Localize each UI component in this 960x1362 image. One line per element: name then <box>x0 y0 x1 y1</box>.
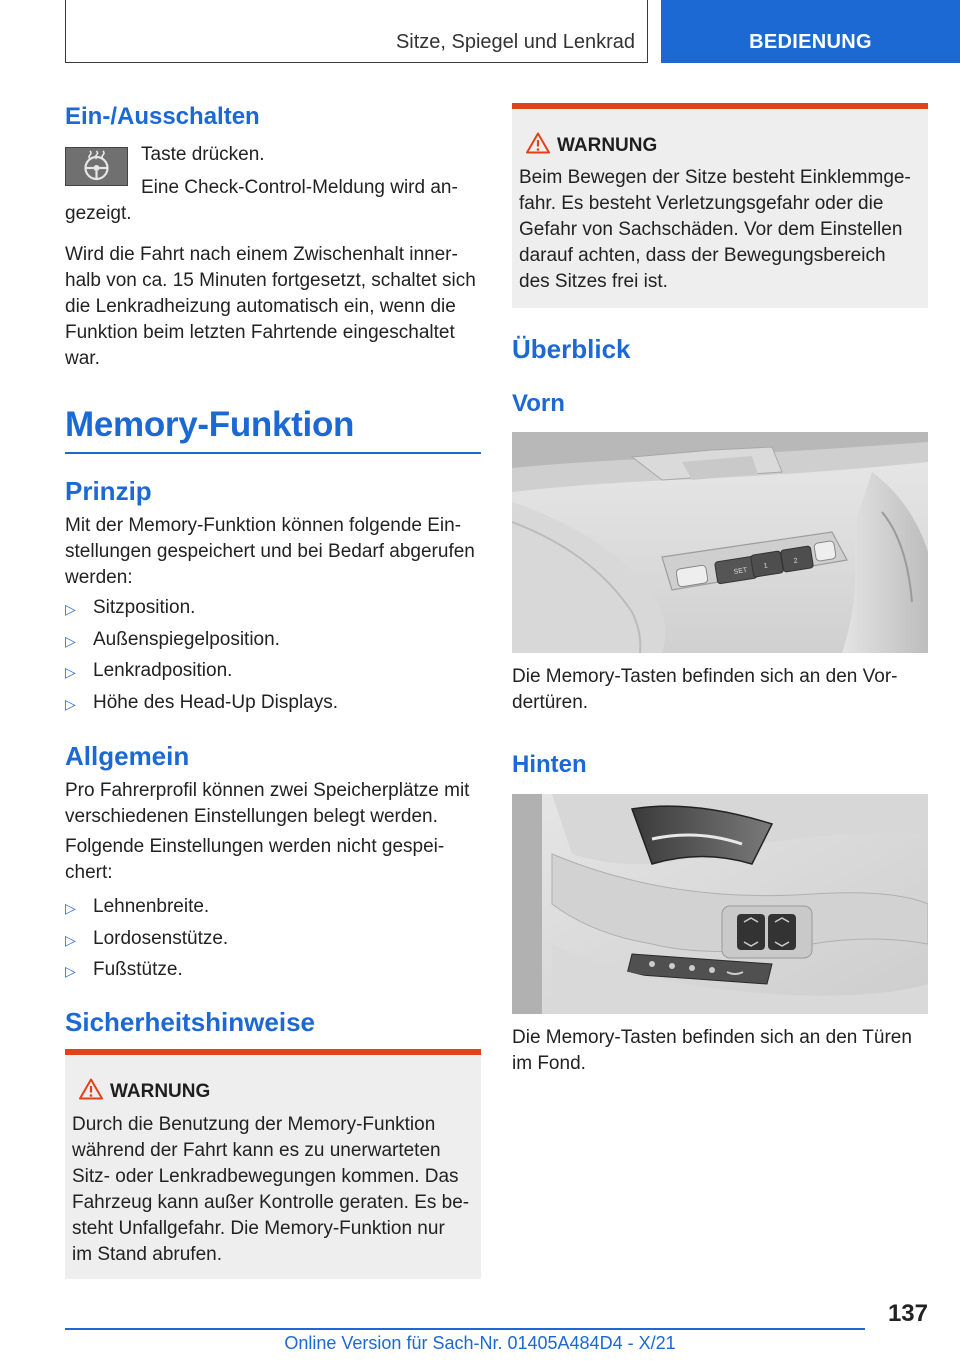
heading-rule <box>65 452 481 454</box>
section-tab[interactable] <box>661 0 960 63</box>
list-item: ▷ Fußstütze. <box>65 954 481 986</box>
footer-online-version: Online Version für Sach-Nr. 01405A484D4 - X/21 <box>284 1333 676 1353</box>
heading-sicherheitshinweise: Sicherheitshinweise <box>65 1007 315 1037</box>
bullet-triangle-icon: ▷ <box>65 632 76 649</box>
front-door-memory-buttons-image <box>512 432 928 653</box>
heading-vorn: Vorn <box>512 390 565 417</box>
memory-1-button-label: 1 <box>763 562 769 570</box>
allgemein-list <box>65 891 481 986</box>
heading-ueberblick: Überblick <box>512 334 631 364</box>
page-number: 137 <box>887 1300 928 1327</box>
list-item: ▷ Lehnenbreite. <box>65 891 481 923</box>
warning-text: Beim Bewegen der Sitze besteht Einklemmge- fahr. Es besteht Verletzungsgefahr oder die Gefahr von Sachschäden. Vor dem Einstellen darauf achten, dass der Bewegungsbereich des Sitzes frei ist. <box>519 167 911 292</box>
heading-ein-ausschalten: Ein-/Ausschalten <box>65 103 260 130</box>
prinzip-list <box>65 592 481 718</box>
heading-hinten: Hinten <box>512 751 587 778</box>
bullet-triangle-icon: ▷ <box>65 664 76 680</box>
footer-rule <box>65 1328 865 1330</box>
heading-memory-funktion: Memory-Funktion <box>65 405 355 444</box>
list-item: ▷ Lenkradposition. <box>65 655 481 687</box>
warning-text: Durch die Benutzung der Memory-Funktion während der Fahrt kann es zu unerwarteten Sitz- oder Lenkradbewegungen kommen. Das Fahrzeug kann außer Kontrolle geraten. Es be- steht Unfallgefahr. Die Memory-Funktion nur im Stand abrufen. <box>72 1114 470 1265</box>
bullet-triangle-icon: ▷ <box>65 931 76 948</box>
lenkradheizung-text: Wird die Fahrt nach einem Zwischenhalt inner- halb von ca. 15 Minuten fortgesetzt, schaltet sich die Lenkradheizung automatisch ein, wenn die Funktion beim letzten Fahrtende eingeschaltet war. <box>65 244 476 369</box>
heading-allgemein: Allgemein <box>65 741 190 771</box>
check-control-text: Eine Check-Control-Meldung wird an- gezeigt. <box>65 177 458 224</box>
hinten-caption: Die Memory-Tasten befinden sich an den Türen im Fond. <box>512 1027 912 1074</box>
allgemein-text: Pro Fahrerprofil können zwei Speicherplätze mit verschiedenen Einstellungen belegt werden. <box>65 780 470 827</box>
warning-triangle-icon <box>526 132 550 159</box>
list-item: ▷ Außenspiegelposition. <box>65 624 481 656</box>
warning-triangle-icon <box>79 1078 103 1105</box>
bullet-triangle-icon: ▷ <box>65 695 76 712</box>
chapter-title: Sitze, Spiegel und Lenkrad <box>395 31 635 53</box>
rear-door-memory-buttons-image <box>512 794 928 1014</box>
warning-label: WARNUNG <box>110 1081 211 1102</box>
list-item: ▷ Lordosenstütze. <box>65 923 481 955</box>
list-item: ▷ Sitzposition. <box>65 592 481 624</box>
vorn-caption: Die Memory-Tasten befinden sich an den Vor- dertüren. <box>512 666 898 713</box>
taste-druecken-text: Taste drücken. <box>141 144 265 165</box>
set-button-label: SET <box>733 566 748 576</box>
section-tab-label: BEDIENUNG <box>749 31 872 53</box>
warning-box <box>65 1049 481 1279</box>
warning-box <box>512 103 928 308</box>
bullet-triangle-icon: ▷ <box>65 900 76 916</box>
list-item: ▷ Höhe des Head-Up Displays. <box>65 687 481 719</box>
heading-prinzip: Prinzip <box>65 476 152 506</box>
warning-label: WARNUNG <box>557 135 658 156</box>
memory-2-button-label: 2 <box>793 557 799 565</box>
folgende-text: Folgende Einstellungen werden nicht gespei- chert: <box>65 836 445 883</box>
bullet-triangle-icon: ▷ <box>65 963 76 979</box>
prinzip-text: Mit der Memory-Funktion können folgende Ein- stellungen gespeichert und bei Bedarf abgerufen werden: <box>65 515 475 588</box>
bullet-triangle-icon: ▷ <box>65 601 76 617</box>
